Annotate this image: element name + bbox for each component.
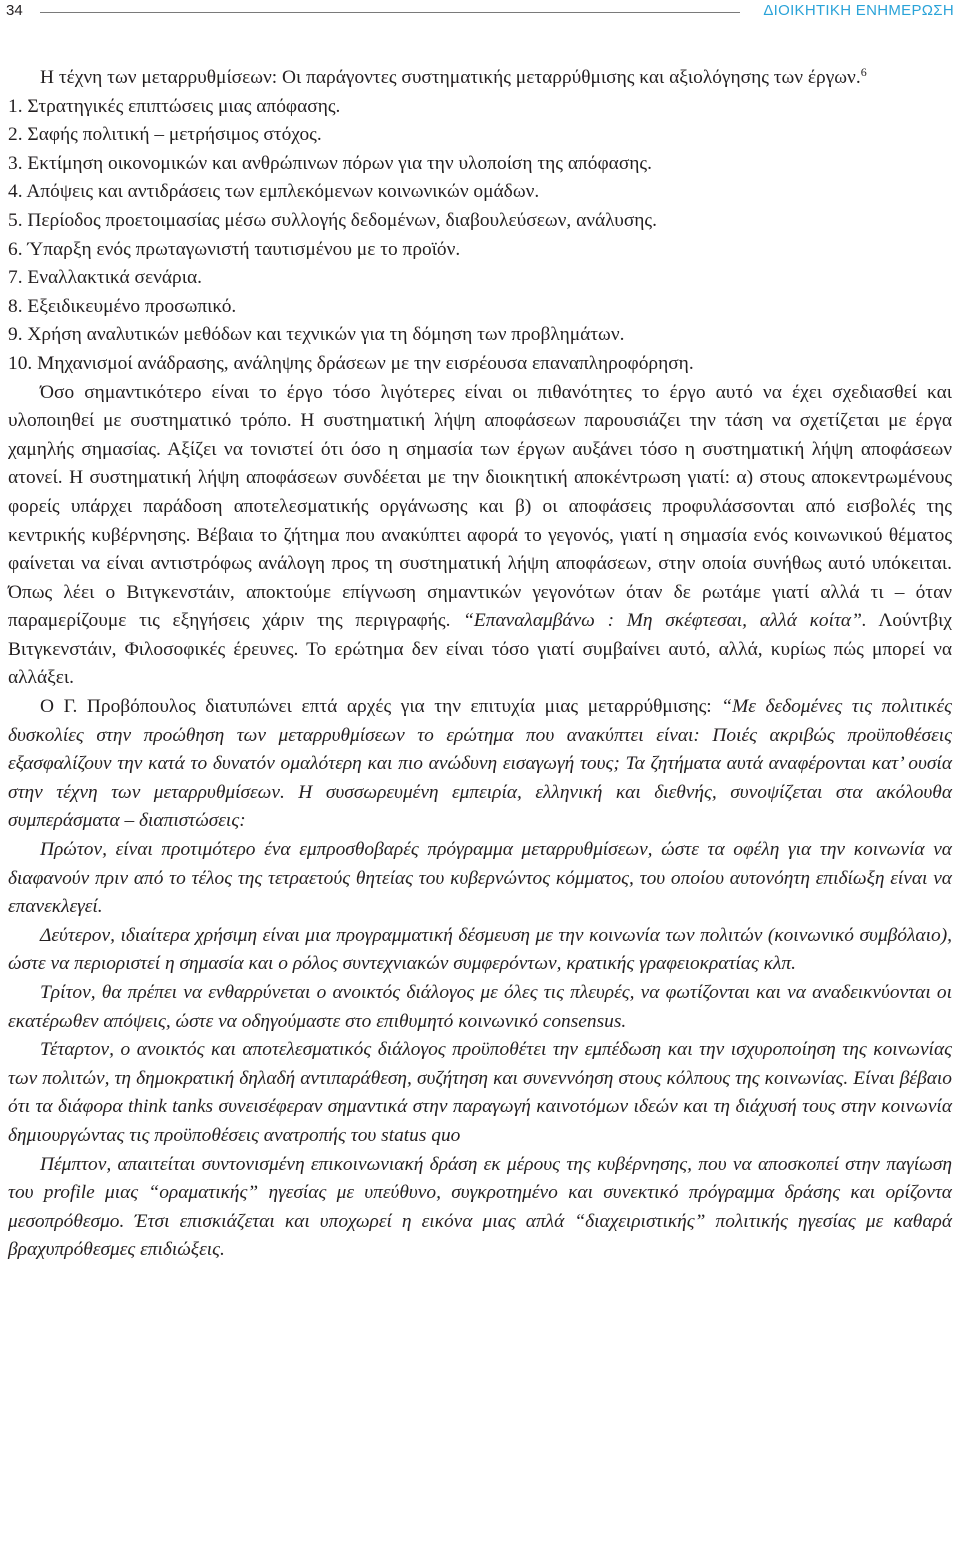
- page-header: [0, 0, 960, 30]
- list-number: 10.: [8, 352, 33, 374]
- section-intro-text: Η τέχνη των μεταρρυθμίσεων: Οι παράγοντες συστηματικής μεταρρύθμισης και αξιολόγησης των έργων.: [40, 67, 861, 88]
- list-text: Περίοδος προετοιμασίας μέσω συλλογής δεδομένων, διαβουλεύσεων, ανάλυσης.: [27, 209, 657, 231]
- list-item: [8, 236, 952, 265]
- list-text: Ύπαρξη ενός πρωταγωνιστή ταυτισμένου με το προϊόν.: [27, 238, 461, 260]
- principle-paragraph: Πρώτον, είναι προτιμότερο ένα εμπροσθοβαρές πρόγραμμα μεταρρυθμίσεων, ώστε τα οφέλη για την κοινωνία να διαφανούν πριν από το τέλος της τετραετούς θητείας του κυβερνώντος κόμματος, του οποίου αυτονόητη επιδίωξη είναι να επανεκλεγεί.: [8, 839, 952, 918]
- list-text: Εναλλακτικά σενάρια.: [27, 267, 202, 289]
- principle-paragraph: Δεύτερον, ιδιαίτερα χρήσιμη είναι μια προγραμματική δέσμευση με την κοινωνία των πολιτών (κοινωνικό συμβόλαιο), ώστε να περιοριστεί η σημασία και ο ρόλος συντεχνιακών συμφερόντων, κρατικής γραφειοκρατίας κλπ.: [8, 924, 952, 975]
- list-item: [8, 150, 952, 179]
- footnote-ref: 6: [860, 65, 867, 79]
- list-number: 2.: [8, 124, 23, 146]
- principle-paragraph: Τέταρτον, ο ανοικτός και αποτελεσματικός διάλογος προϋποθέτει την εμπέδωση και την ισχυροποίηση της κοινωνίας των πολιτών, τη δημοκρατική δηλαδή αντιπαράθεση, συζήτηση και συνεννόηση στους κόλπους της κοινωνίας. Είναι βέβαιο ότι τα διάφορα think tanks συνεισέφεραν σημαντικά στην παραγωγή καινοτόμων ιδεών και τη διάχυσή τους στην κοινωνία δημιουργώντας τις προϋποθέσεις ανατροπής του status quo: [8, 1039, 952, 1146]
- list-number: 5.: [8, 209, 23, 231]
- list-item: [8, 178, 952, 207]
- list-text: Εξειδικευμένο προσωπικό.: [27, 295, 237, 317]
- list-number: 9.: [8, 324, 23, 346]
- list-text: Εκτίμηση οικονομικών και ανθρώπινων πόρων για την υλοποίση της απόφασης.: [27, 152, 652, 174]
- principle-paragraph: Πέμπτον, απαιτείται συντονισμένη επικοινωνιακή δράση εκ μέρους της κυβέρνησης, που να αποσκοπεί στην παγίωση του profile μιας “οραματικής” ηγεσίας με υπεύθυνο, συγκροτημένο και συνεκτικό πρόγραμμα δράσης και ορίζοντα μεσοπρόθεσμο. Έτσι επισκιάζεται και υποχωρεί η εικόνα μιας απλά “διαχειριστικής” πολιτικής ηγεσίας με καθαρά βραχυπρόθεσμες επιδιώξεις.: [8, 1153, 952, 1261]
- quote-text: “Επαναλαμβάνω : Μη σκέφτεσαι, αλλά κοίτα”.: [463, 610, 867, 632]
- running-title: ΔΙΟΙΚΗΤΙΚΗ ΕΝΗΜΕΡΩΣΗ: [763, 2, 954, 19]
- list-number: 4.: [8, 181, 23, 203]
- factors-list: [8, 93, 952, 379]
- page-body: [8, 64, 952, 1265]
- paragraph-text: Όσο σημαντικότερο είναι το έργο τόσο λιγότερες είναι οι πιθανότητες το έργο αυτό να έχει σχεδιασθεί και υλοποιηθεί με συστηματικό τρόπο. Η συστηματική λήψη αποφάσεων παρουσιάζει την τάση να σχετίζεται με έργα χαμηλής σημασίας. Αξίζει να τονιστεί ότι όσο η σημασία των έργων αυξάνει τόσο η συστηματική λήψη αποφάσεων ατονεί. Η συστηματική λήψη αποφάσεων συνδέεται με την διοικητική αποκέντρωση γιατί: α) στους αποκεντρωμένους φορείς υπάρχει παράδοση αποτελεσματικής οργάνωσης και β) οι αποφάσεις προφυλάσσονται από εισβολές της κεντρικής κυβέρνησης. Βέβαια το ζήτημα που ανακύπτει αφορά το γεγονός, γιατί η σημασία ενός κοινωνικού θέματος φαίνεται να είναι αντιστρόφως ανάλογη προς τη συστηματική λήψη αποφάσεων, στην οποία συνήθως αυτό υπόκειται. Όπως λέει ο Βιτγκενστάιν, αποκτούμε επίγνωση σημαντικών γεγονότων όταν δε ρωτάμε γιατί αλλά τι – όταν παραμερίζουμε τις εξηγήσεις χάριν της περιγραφής.: [8, 381, 952, 632]
- list-number: 1.: [8, 95, 23, 117]
- list-number: 6.: [8, 238, 23, 260]
- list-number: 7.: [8, 267, 23, 289]
- list-number: 8.: [8, 295, 23, 317]
- list-item: [8, 293, 952, 322]
- header-rule: [40, 12, 740, 13]
- list-item: [8, 350, 952, 379]
- list-text: Στρατηγικές επιπτώσεις μιας απόφασης.: [27, 95, 341, 117]
- quote-text: “Με δεδομένες τις πολιτικές δυσκολίες στην προώθηση των μεταρρυθμίσεων το ερώτημα που ανακύπτει είναι: Ποιές ακριβώς προϋποθέσεις εξασφαλίζουν την κατά το δυνατόν ομαλότερη και πιο ανώδυνη εισαγωγή τους; Τα ζητήματα αυτά αναφέρονται κατ’ ουσία στην τέχνη των μεταρρυθμίσεων. Η συσσωρευμένη εμπειρία, ελληνική και διεθνής, συνοψίζεται στα ακόλουθα συμπεράσματα – διαπιστώσεις:: [8, 696, 952, 832]
- list-item: [8, 93, 952, 122]
- paragraph-text: Ο Γ. Προβόπουλος διατυπώνει επτά αρχές για την επιτυχία μιας μεταρρύθμισης:: [40, 696, 722, 718]
- paragraph-wittgenstein: [8, 379, 952, 694]
- list-item: [8, 321, 952, 350]
- list-text: Σαφής πολιτική – μετρήσιμος στόχος.: [27, 124, 322, 146]
- list-text: Απόψεις και αντιδράσεις των εμπλεκόμενων κοινωνικών ομάδων.: [26, 181, 540, 203]
- page-number: 34: [6, 2, 23, 19]
- list-item: [8, 264, 952, 293]
- principle-paragraph: Τρίτον, θα πρέπει να ενθαρρύνεται ο ανοικτός διάλογος με όλες τις πλευρές, να φωτίζονται και να αναδεικνύονται οι εκατέρωθεν απόψεις, ώστε να οδηγούμαστε στο επιθυμητό κοινωνικό consensus.: [8, 982, 952, 1032]
- paragraph-provopoulos: [8, 693, 952, 836]
- list-item: [8, 121, 952, 150]
- section-intro: [8, 64, 952, 93]
- list-text: Χρήση αναλυτικών μεθόδων και τεχνικών για τη δόμηση των προβλημάτων.: [27, 324, 625, 346]
- list-text: Μηχανισμοί ανάδρασης, ανάληψης δράσεων με την εισρέουσα επαναπληροφόρηση.: [37, 352, 694, 374]
- paragraph-text: Λούντβιχ Βιτγκενστάιν, Φιλοσοφικές έρευνες. Το ερώτημα δεν είναι τόσο γιατί συμβαίνει αυτό, αλλά, κυρίως πώς μπορεί να αλλάξει.: [8, 610, 952, 689]
- list-number: 3.: [8, 152, 23, 174]
- list-item: [8, 207, 952, 236]
